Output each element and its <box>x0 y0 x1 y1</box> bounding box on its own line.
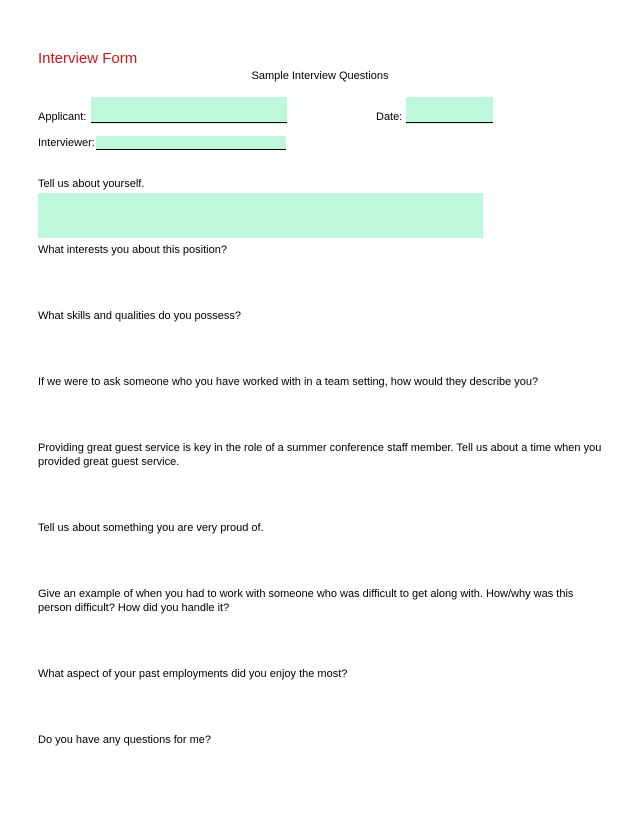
interviewer-field[interactable] <box>96 136 286 150</box>
applicant-label: Applicant: <box>38 111 87 123</box>
question-interests: What interests you about this position? <box>38 244 227 256</box>
form-title: Interview Form <box>38 50 138 67</box>
question-proud-of: Tell us about something you are very proud of. <box>38 522 264 534</box>
date-field[interactable] <box>406 97 493 124</box>
interviewer-label: Interviewer: <box>38 137 95 149</box>
interviewer-underline <box>96 149 286 150</box>
applicant-underline <box>91 122 287 123</box>
question-difficult-coworker: Give an example of when you had to work with someone who was difficult to get along with. How/why was this person difficult? How did you handle it? <box>38 588 574 614</box>
date-underline <box>406 122 493 123</box>
about-yourself-answer-field[interactable] <box>38 193 483 238</box>
question-about-yourself: Tell us about yourself. <box>38 178 145 190</box>
applicant-field[interactable] <box>91 97 287 124</box>
question-past-employment: What aspect of your past employments did you enjoy the most? <box>38 668 348 680</box>
date-label: Date: <box>376 111 403 123</box>
question-skills: What skills and qualities do you possess? <box>38 310 241 322</box>
form-subtitle: Sample Interview Questions <box>251 70 389 82</box>
question-guest-service: Providing great guest service is key in the role of a summer conference staff member. Tell us about a time when you provided great guest service. <box>38 442 602 468</box>
question-team-description: If we were to ask someone who you have worked with in a team setting, how would they describe you? <box>38 376 539 388</box>
question-any-questions: Do you have any questions for me? <box>38 734 212 746</box>
